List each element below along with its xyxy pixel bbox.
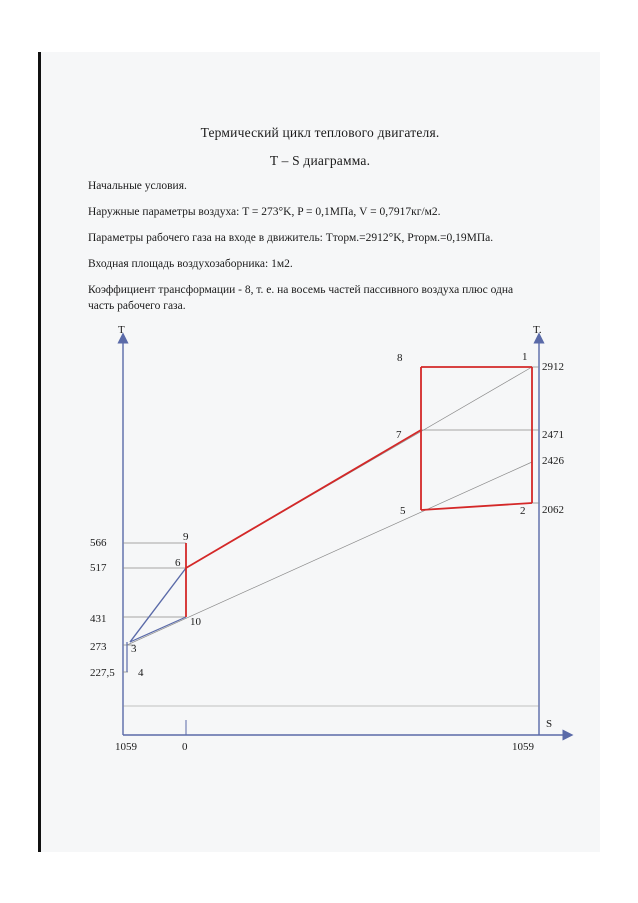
air-parameters-line: Наружные параметры воздуха: T = 273°K, P = 0,1МПа, V = 0,7917кг/м2. xyxy=(88,206,441,218)
transformation-line-1: Коэффициент трансформации - 8, т. е. на восемь частей пассивного воздуха плюс одна xyxy=(88,284,514,296)
diagonal-guide-lower xyxy=(127,462,532,645)
left-tick-273: 273 xyxy=(90,641,107,653)
right-tick-2912: 2912 xyxy=(542,361,564,373)
point-label-7: 7 xyxy=(396,429,402,441)
gas-parameters-line: Параметры рабочего газа на входе в движитель: Tторм.=2912°K, Pторм.=0,19МПа. xyxy=(88,232,494,244)
point-label-10: 10 xyxy=(190,616,201,628)
right-tick-2062: 2062 xyxy=(542,504,564,516)
point-label-8: 8 xyxy=(397,352,403,364)
compression-line-3-10 xyxy=(130,617,186,642)
point-label-9: 9 xyxy=(183,531,189,543)
point-label-1: 1 xyxy=(522,351,528,363)
right-tick-2471: 2471 xyxy=(542,429,564,441)
bottom-tick-right-1059: 1059 xyxy=(512,741,534,753)
point-label-5: 5 xyxy=(400,505,406,517)
left-tick-566: 566 xyxy=(90,537,107,549)
document-subtitle: T – S диаграмма. xyxy=(269,153,371,168)
point-label-3: 3 xyxy=(131,643,137,655)
point-label-4: 4 xyxy=(138,667,144,679)
intake-area-line: Входная площадь воздухозаборника: 1м2. xyxy=(88,258,293,270)
bottom-tick-left-1059: 1059 xyxy=(115,741,137,753)
left-tick-227-5: 227,5 xyxy=(90,667,115,679)
s-axis-label: S xyxy=(546,718,553,730)
point-label-6: 6 xyxy=(175,557,181,569)
bottom-tick-0: 0 xyxy=(182,741,188,753)
document-title: Термический цикл теплового двигателя. xyxy=(200,125,440,140)
transformation-line-2: часть рабочего газа. xyxy=(88,300,186,312)
left-tick-431: 431 xyxy=(90,613,107,625)
cycle-line-5-2 xyxy=(421,503,532,510)
left-tick-517: 517 xyxy=(90,562,107,574)
right-tick-2426: 2426 xyxy=(542,455,564,467)
conditions-heading: Начальные условия. xyxy=(88,180,187,192)
cycle-line-6-7 xyxy=(186,430,421,568)
point-label-2: 2 xyxy=(520,505,526,517)
left-axis-label: T xyxy=(118,324,125,336)
right-axis-label: T. xyxy=(533,324,542,336)
